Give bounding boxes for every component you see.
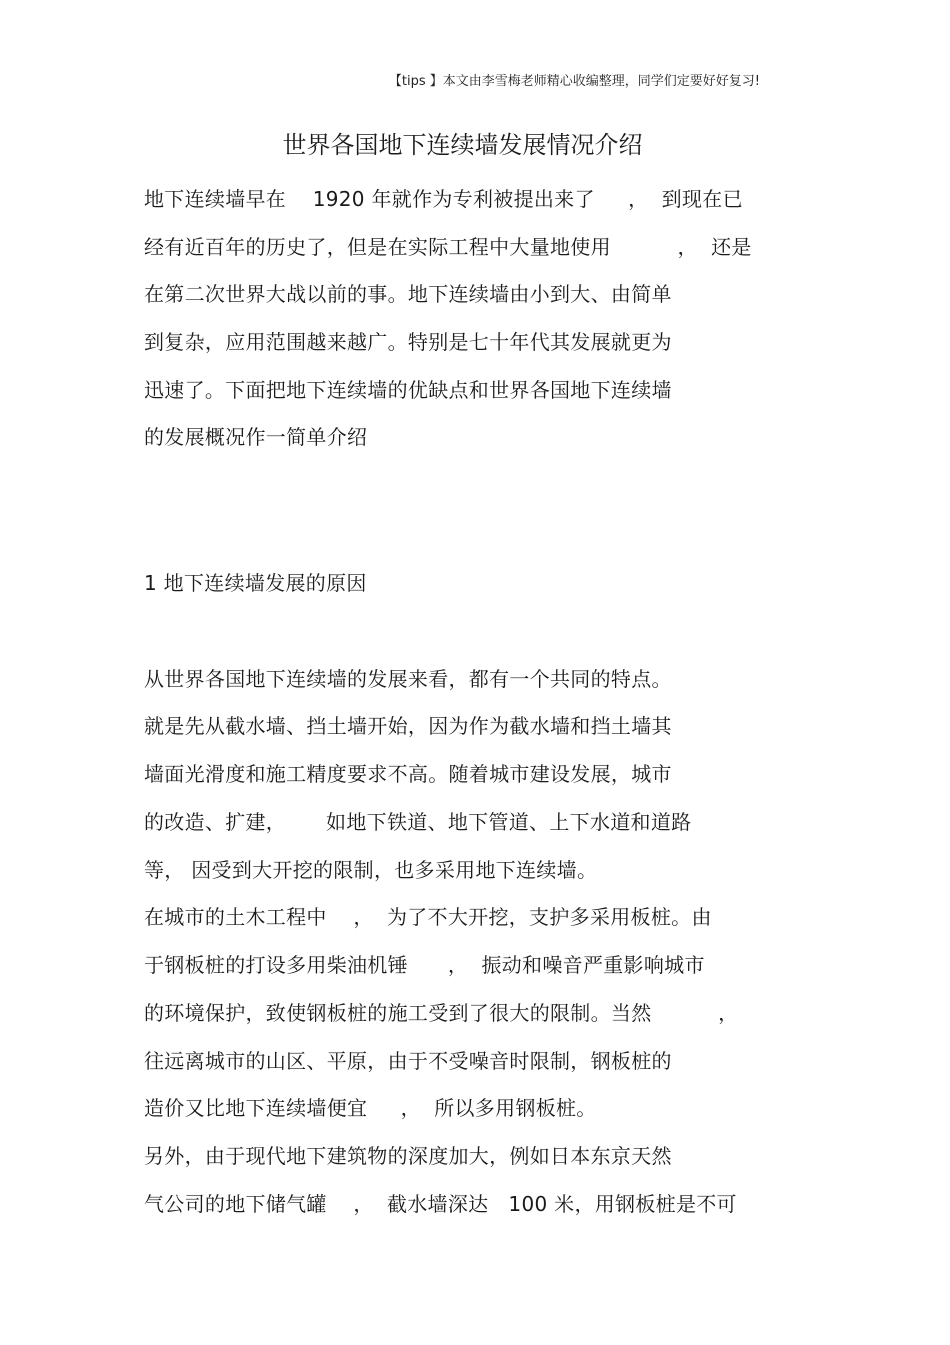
section-heading: 1 地下连续墙发展的原因 <box>144 571 367 595</box>
intro-line: 在第二次世界大战以前的事。地下连续墙由小到大、由简单 <box>144 282 672 306</box>
body-line: 的环境保护，致使钢板桩的施工受到了很大的限制。当然 ， <box>144 1001 739 1025</box>
intro-line: 经有近百年的历史了，但是在实际工程中大量地使用 ， 还是 <box>144 235 752 259</box>
body-line: 往远离城市的山区、平原，由于不受噪音时限制，钢板桩的 <box>144 1049 672 1073</box>
body-line: 墙面光滑度和施工精度要求不高。随着城市建设发展，城市 <box>144 762 672 786</box>
body-line: 的改造、扩建， 如地下铁道、地下管道、上下水道和道路 <box>144 810 692 834</box>
body-line: 气公司的地下储气罐 ， 截水墙深达 100 米，用钢板桩是不可 <box>144 1192 737 1216</box>
body-line: 从世界各国地下连续墙的发展来看，都有一个共同的特点。 <box>144 667 672 691</box>
body-line: 等， 因受到大开挖的限制，也多采用地下连续墙。 <box>144 858 598 882</box>
body-line: 造价又比地下连续墙便宜 ， 所以多用钢板桩。 <box>144 1096 597 1120</box>
intro-line: 迅速了。下面把地下连续墙的优缺点和世界各国地下连续墙 <box>144 378 672 402</box>
intro-line: 地下连续墙早在 1920 年就作为专利被提出来了 ， 到现在已 <box>144 187 743 211</box>
body-line: 在城市的土木工程中 ， 为了不大开挖，支护多采用板桩。由 <box>144 905 712 929</box>
intro-line: 到复杂，应用范围越来越广。特别是七十年代其发展就更为 <box>144 330 672 354</box>
document-title: 世界各国地下连续墙发展情况介绍 <box>282 131 643 159</box>
intro-line: 的发展概况作一简单介绍 <box>144 425 368 449</box>
body-line: 就是先从截水墙、挡土墙开始，因为作为截水墙和挡土墙其 <box>144 714 672 738</box>
body-line: 另外，由于现代地下建筑物的深度加大，例如日本东京天然 <box>144 1144 672 1168</box>
header-note: 【tips 】本文由李雪梅老师精心收编整理，同学们定要好好复习! <box>388 74 760 89</box>
body-line: 于钢板桩的打设多用柴油机锤 ， 振动和噪音严重影响城市 <box>144 953 705 977</box>
